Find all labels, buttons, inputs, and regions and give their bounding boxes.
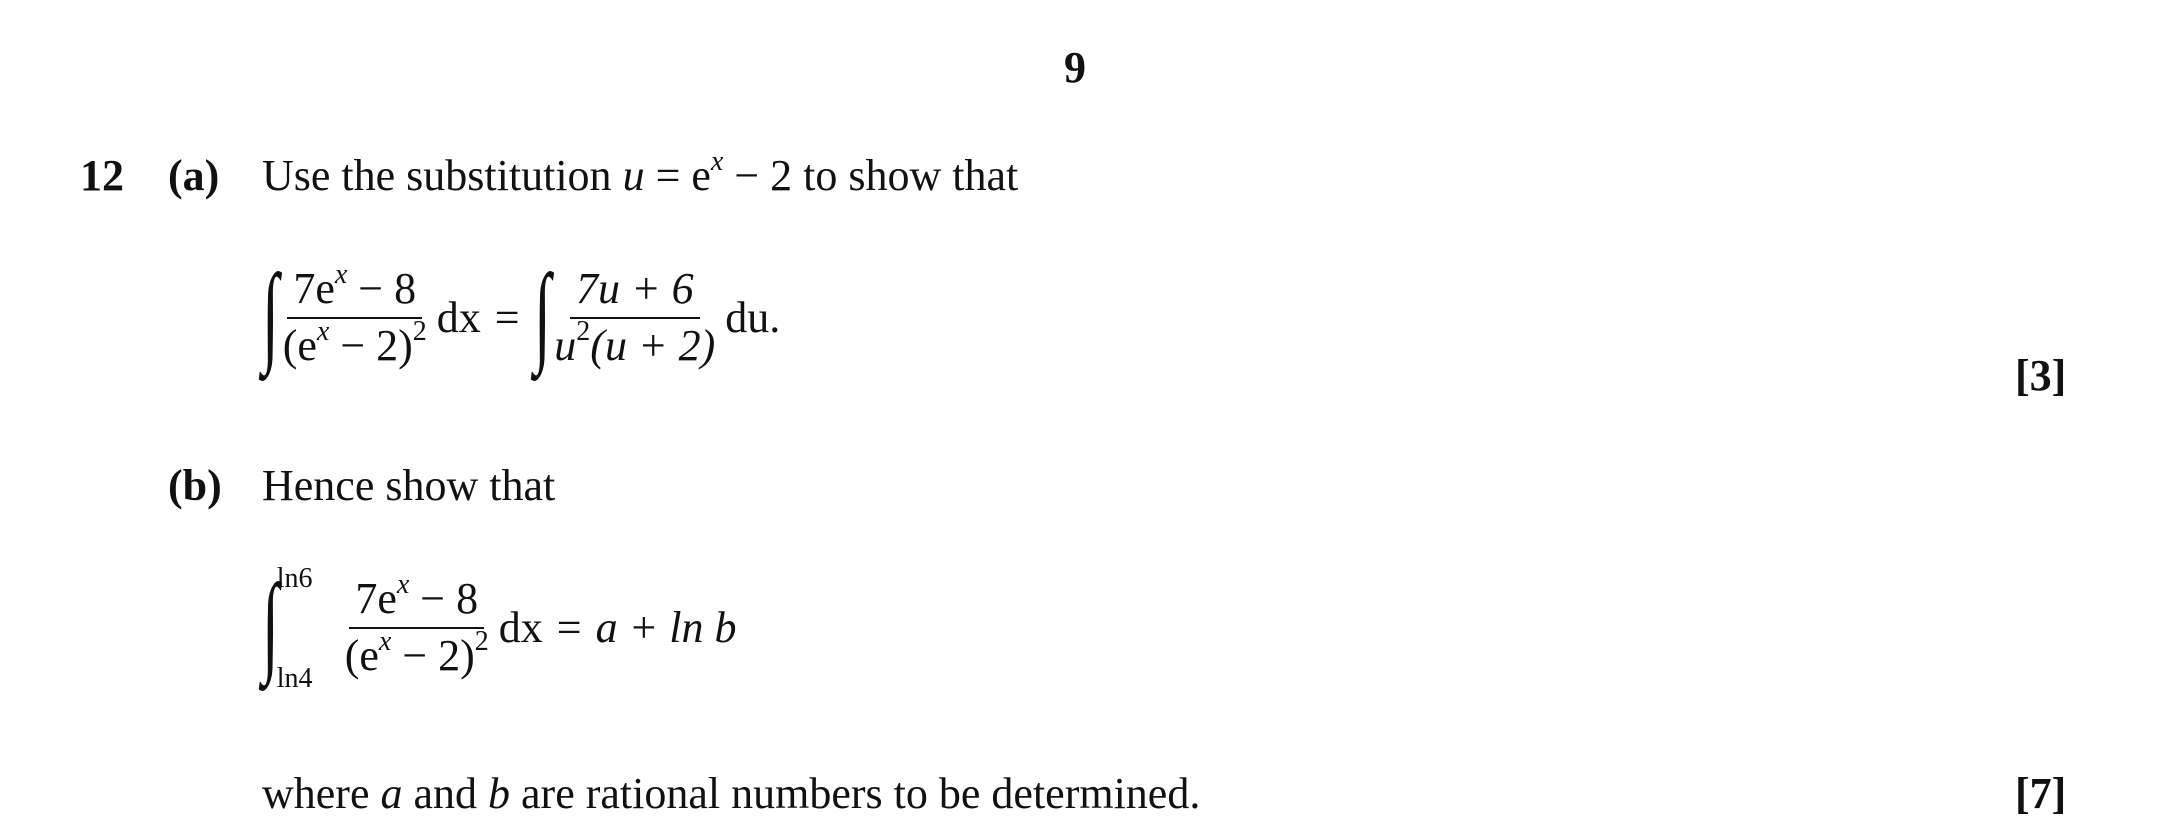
part-b-fraction <box>339 569 495 680</box>
part-b-label: (b) <box>168 461 222 510</box>
rhs-denominator: $u^2(u + 2)$ <box>554 315 716 370</box>
integral-sign: ∫ <box>533 251 551 376</box>
part-a-lhs-fraction <box>277 259 433 370</box>
part-a-marks: [3] <box>2015 351 2067 400</box>
question-number: 12 <box>80 151 124 200</box>
sub-rest: − 2 <box>723 151 793 200</box>
rhs-numerator: 7u + 6 <box>570 266 700 318</box>
sub-var: u <box>622 151 645 200</box>
part-b-equation <box>262 550 737 705</box>
b-equals-sign: = <box>556 603 582 652</box>
page-number: 9 <box>1064 43 1086 92</box>
b-denominator: $(e^x - 2)^2$ <box>344 625 489 680</box>
part-a-rhs-fraction <box>548 266 721 368</box>
part-a-label: (a) <box>168 151 220 200</box>
lhs-dx: dx <box>436 293 481 342</box>
part-a-intro-before: Use the substitution <box>262 151 623 200</box>
b-rhs: a + ln b <box>595 603 737 652</box>
part-b-marks: [7] <box>2015 769 2067 818</box>
lower-limit: ln4 <box>276 662 313 694</box>
b-dx: dx <box>498 603 543 652</box>
part-a-intro-after: to show that <box>792 151 1019 200</box>
lhs-denominator: $(e^x - 2)^2$ <box>282 315 427 370</box>
upper-limit: ln6 <box>276 562 313 594</box>
part-b-intro: Hence show that <box>262 461 556 510</box>
integral-limits <box>269 553 335 703</box>
var-a: a <box>380 769 403 818</box>
rhs-du: du. <box>725 293 781 342</box>
var-b: b <box>488 769 511 818</box>
definite-integral-sign: ∫ <box>262 561 279 686</box>
equals-sign: = <box>494 293 520 342</box>
sub-exp: x <box>710 146 724 177</box>
part-b-conclusion: where a and b are rational numbers to be determined. <box>262 769 1201 818</box>
part-a-intro <box>262 146 1019 201</box>
part-a-equation <box>262 245 780 390</box>
integral-sign: ∫ <box>262 251 279 376</box>
sub-eq: = e <box>644 151 711 200</box>
lhs-numerator: $7e^x - 8$ <box>287 266 422 318</box>
b-numerator: $7e^x - 8$ <box>349 576 484 628</box>
